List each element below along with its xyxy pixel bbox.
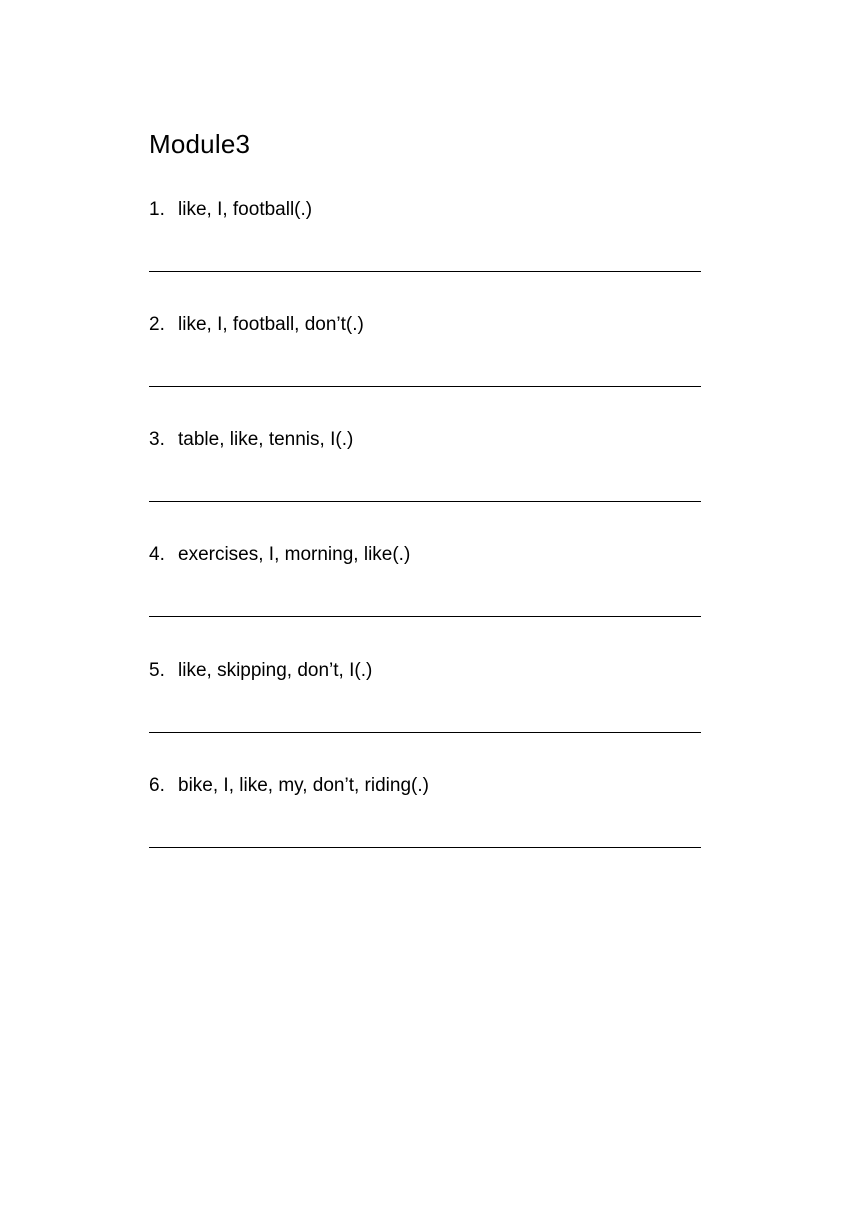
question-text <box>149 198 312 222</box>
answer-line[interactable] <box>149 847 701 848</box>
question-number: 4. <box>149 544 165 565</box>
question-words: like, I, football(.) <box>178 199 313 220</box>
question-1 <box>149 198 701 288</box>
question-number: 6. <box>149 775 165 796</box>
question-words: bike, I, like, my, don’t, riding(.) <box>178 775 429 796</box>
page-title: Module3 <box>149 129 251 159</box>
question-number: 2. <box>149 314 165 335</box>
question-number: 3. <box>149 429 165 450</box>
answer-line[interactable] <box>149 501 701 502</box>
answer-line[interactable] <box>149 732 701 733</box>
question-text <box>149 659 372 683</box>
question-words: like, skipping, don’t, I(.) <box>178 660 373 681</box>
question-4 <box>149 543 701 633</box>
answer-line[interactable] <box>149 271 701 272</box>
question-words: table, like, tennis, I(.) <box>178 429 354 450</box>
question-2 <box>149 313 701 403</box>
question-text <box>149 428 353 452</box>
question-text <box>149 774 429 798</box>
question-5 <box>149 659 701 749</box>
question-number: 5. <box>149 660 165 681</box>
question-words: exercises, I, morning, like(.) <box>178 544 411 565</box>
question-number: 1. <box>149 199 165 220</box>
question-text <box>149 543 410 567</box>
answer-line[interactable] <box>149 386 701 387</box>
question-text <box>149 313 364 337</box>
question-6 <box>149 774 701 864</box>
worksheet-page <box>149 0 701 1215</box>
answer-line[interactable] <box>149 616 701 617</box>
question-3 <box>149 428 701 518</box>
question-words: like, I, football, don’t(.) <box>178 314 364 335</box>
